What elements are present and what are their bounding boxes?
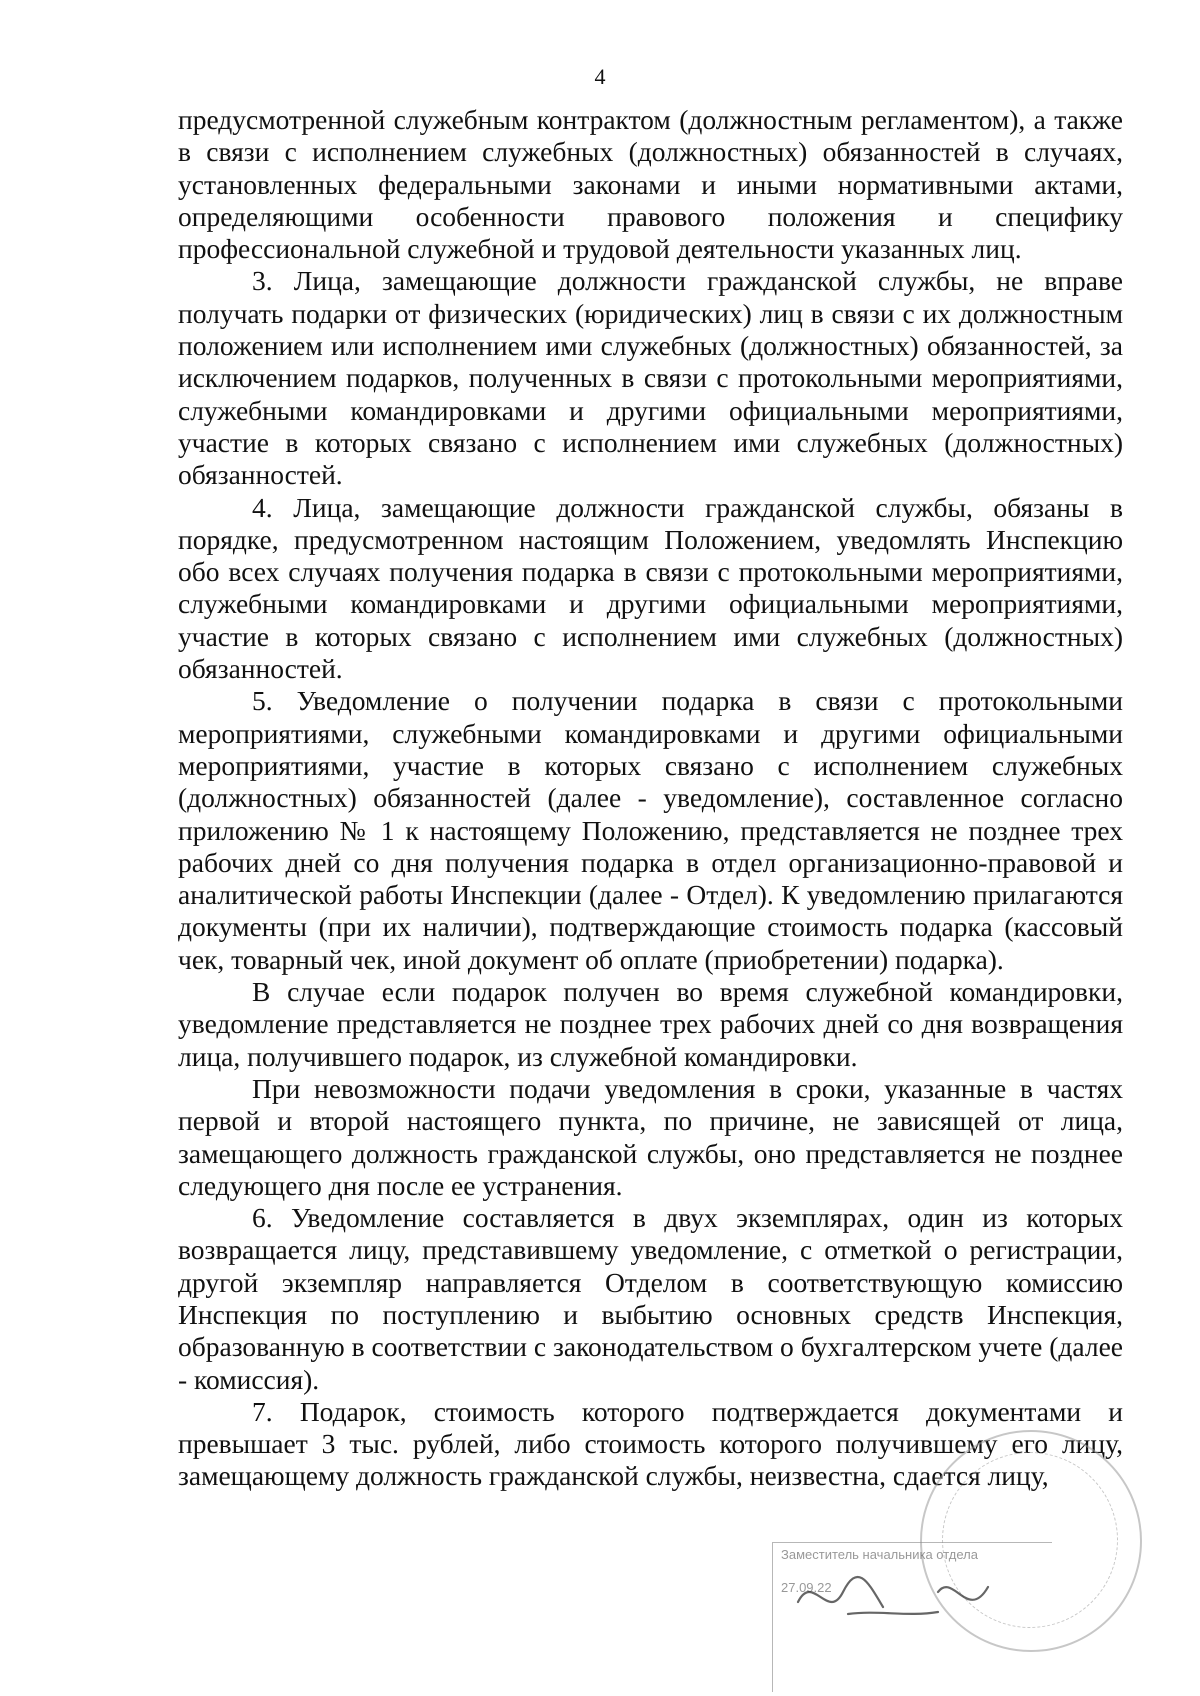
paragraph-item-5-part-3: При невозможности подачи уведомления в сроки, указанные в частях первой и второй настоящего пункта, по причине, не зависящей от лица, замещающего должность гражданской службы, оно представляется не позднее следующего дня после ее устранения. bbox=[178, 1072, 1123, 1201]
stamp-date: 27.09.22 bbox=[781, 1580, 832, 1595]
paragraph-item-7: 7. Подарок, стоимость которого подтверждается документами и превышает 3 тыс. рублей, либо стоимость которого получившему его лицу, замещающему должность гражданской службы, неизвестна, сдается лицу, bbox=[178, 1395, 1123, 1492]
paragraph-item-3: 3. Лица, замещающие должности гражданской службы, не вправе получать подарки от физических (юридических) лиц в связи с их должностным положением или исполнением ими служебных (должностных) обязанностей, за исключением подарков, полученных в связи с протокольными мероприятиями, служебными командировками и другими официальными мероприятиями, участие в которых связано с исполнением ими служебных (должностных) обязанностей. bbox=[178, 265, 1123, 491]
paragraph-item-6: 6. Уведомление составляется в двух экземплярах, один из которых возвращается лицу, представившему уведомление, с отметкой о регистрации, другой экземпляр направляется Отделом в соответствующую комиссию Инспекция по поступлению и выбытию основных средств Инспекция, образованную в соответствии с законодательством о бухгалтерском учете (далее - комиссия). bbox=[178, 1202, 1123, 1395]
paragraph-item-5: 5. Уведомление о получении подарка в связи с протокольными мероприятиями, служебными командировками и другими официальными мероприятиями, участие в которых связано с исполнением служебных (должностных) обязанностей (далее - уведомление), составленное согласно приложению № 1 к настоящему Положению, представляется не позднее трех рабочих дней со дня получения подарка в отдел организационно-правовой и аналитической работы Инспекции (далее - Отдел). К уведомлению прилагаются документы (при их наличии), подтверждающие стоимость подарка (кассовый чек, товарный чек, иной документ об оплате (приобретении) подарка). bbox=[178, 685, 1123, 975]
signature-icon bbox=[788, 1562, 1008, 1632]
paragraph-item-5-part-2: В случае если подарок получен во время служебной командировки, уведомление представляется не позднее трех рабочих дней со дня возвращения лица, получившего подарок, из служебной командировки. bbox=[178, 976, 1123, 1072]
paragraph-item-4: 4. Лица, замещающие должности гражданской службы, обязаны в порядке, предусмотренном настоящим Положением, уведомлять Инспекцию обо всех случаях получения подарка в связи с протокольными мероприятиями, служебными командировками и другими официальными мероприятиями, участие в которых связано с исполнением ими служебных (должностных) обязанностей. bbox=[178, 491, 1123, 685]
stamp-text: Заместитель начальника отдела bbox=[781, 1547, 978, 1562]
document-body bbox=[178, 104, 1123, 1493]
page-number: 4 bbox=[594, 64, 606, 89]
paragraph-continuation: предусмотренной служебным контрактом (должностным регламентом), а также в связи с исполнением служебных (должностных) обязанностей в случаях, установленных федеральными законами и иными нормативными актами, определяющими особенности правового положения и специфику профессиональной служебной и трудовой деятельности указанных лиц. bbox=[178, 104, 1123, 265]
